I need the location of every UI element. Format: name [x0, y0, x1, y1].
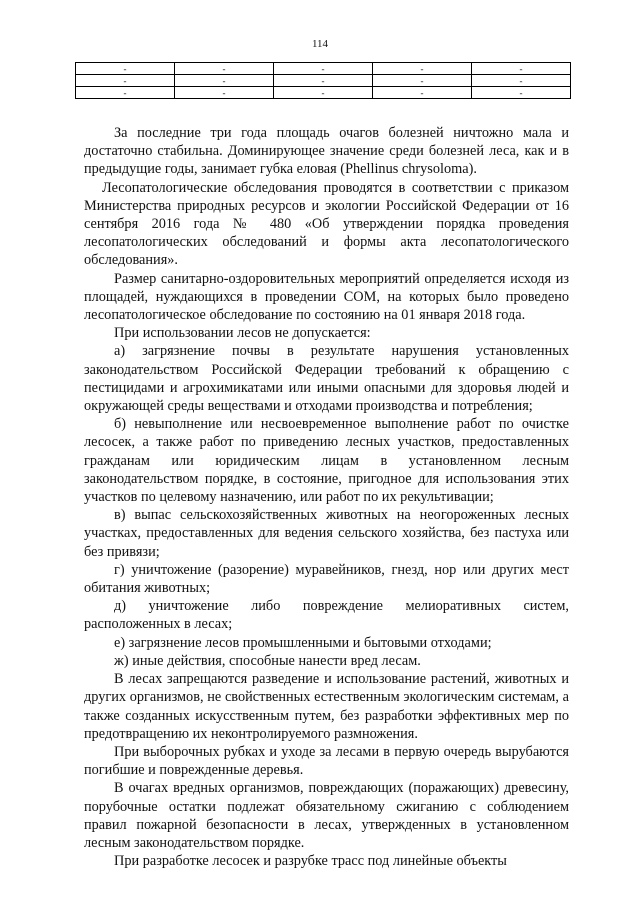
table-row	[76, 87, 571, 99]
table-cell: -	[175, 87, 274, 99]
list-item: д) уничтожение либо повреждение мелиоративных систем, расположенных в лесах;	[84, 598, 569, 633]
page-number: 114	[311, 38, 329, 50]
list-item: в) выпас сельскохозяйственных животных на неогороженных лесных участках, предоставленных для ведения сельского хозяйства, без пастуха или без привязи;	[84, 507, 569, 560]
table-cell: -	[373, 87, 472, 99]
paragraph: При использовании лесов не допускается:	[114, 325, 371, 342]
data-table	[75, 62, 571, 99]
paragraph: В очагах вредных организмов, повреждающих (поражающих) древесину, порубочные остатки подлежат обязательному сжиганию с соблюдением правил пожарной безопасности в лесах, утвержденных в установленном лесным законодательством порядке.	[84, 780, 569, 851]
paragraph: При выборочных рубках и уходе за лесами в первую очередь вырубаются погибшие и поврежденные деревья.	[84, 743, 569, 779]
paragraph: Размер санитарно-оздоровительных мероприятий определяется исходя из площадей, нуждающихся в проведении СОМ, на которых было проведено лесопатологическое обследование по состоянию на 01 января 2018 года.	[84, 270, 569, 324]
table-cell: -	[373, 75, 472, 87]
list-item: а) загрязнение почвы в результате нарушения установленных законодательством Российской Федерации требований к обращению с пестицидами и агрохимикатами или иными опасными для здоровья людей и окружающей среды веществами и отходами производства и потребления;	[84, 343, 569, 415]
list-item: г) уничтожение (разорение) муравейников, гнезд, нор или других мест обитания животных;	[84, 561, 569, 597]
table-cell: -	[472, 75, 571, 87]
table-cell: -	[175, 63, 274, 75]
table-cell: -	[76, 87, 175, 99]
table-cell: -	[76, 75, 175, 87]
paragraph: Лесопатологические обследования проводятся в соответствии с приказом Министерства природных ресурсов и экологии Российской Федерации от 16 сентября 2016 года № 480 «Об утверждении порядка проведения лесопатологических обследований и формы акта лесопатологического обследования».	[84, 179, 569, 269]
table-cell: -	[274, 63, 373, 75]
table-cell: -	[76, 63, 175, 75]
table-cell: -	[373, 63, 472, 75]
list-item: б) невыполнение или несвоевременное выполнение работ по очистке лесосек, а также работ по приведению лесных участков, предоставленных гражданам или юридическим лицам в установленном лесным законодательством порядке, в состояние, пригодное для использования этих участков по целевому назначению, или работ по их рекультивации;	[84, 416, 569, 506]
document-body	[84, 124, 569, 870]
table-row	[76, 63, 571, 75]
table-cell: -	[274, 87, 373, 99]
paragraph: В лесах запрещаются разведение и использование растений, животных и других организмов, не свойственных естественным экологическим системам, а также созданных искусственным путем, без разработки эффективных мер по предотвращению их неконтролируемого размножения.	[84, 671, 569, 742]
paragraph: За последние три года площадь очагов болезней ничтожно мала и достаточно стабильна. Доминирующее значение среди болезней леса, как и в предыдущие годы, занимает губка еловая (Phellinus chrysoloma).	[84, 125, 569, 178]
table-cell: -	[472, 63, 571, 75]
table-cell: -	[175, 75, 274, 87]
table-cell: -	[274, 75, 373, 87]
table-row	[76, 75, 571, 87]
paragraph: При разработке лесосек и разрубке трасс под линейные объекты	[114, 853, 507, 870]
list-item: ж) иные действия, способные нанести вред лесам.	[114, 652, 421, 669]
list-item: е) загрязнение лесов промышленными и бытовыми отходами;	[114, 634, 492, 651]
table-cell: -	[472, 87, 571, 99]
